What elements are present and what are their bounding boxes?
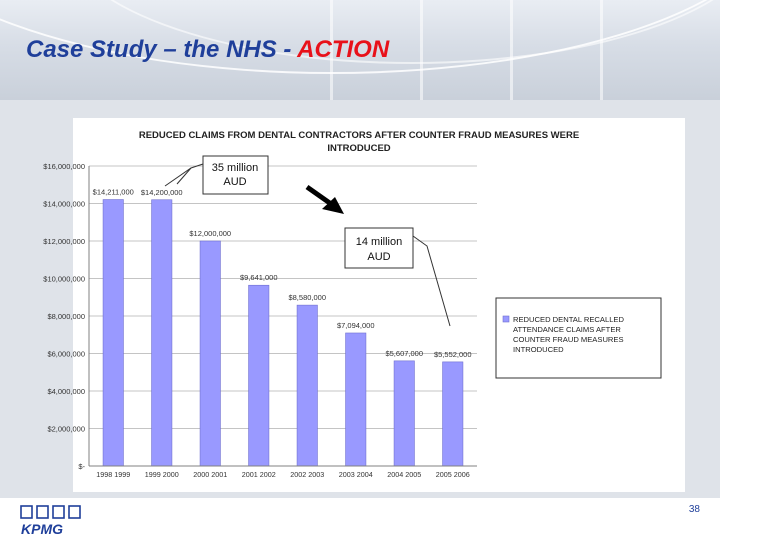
x-tick-label: 2005 2006 — [435, 470, 470, 479]
kpmg-logo-text: KPMG — [21, 521, 63, 537]
data-label: $14,200,000 — [140, 187, 183, 197]
bar-1998-1999 — [103, 200, 123, 466]
data-label: $5,607,000 — [385, 348, 424, 358]
bar-2005-2006 — [443, 362, 463, 466]
chart-title-line2: INTRODUCED — [327, 143, 391, 154]
legend-line-1: REDUCED DENTAL RECALLED — [513, 315, 624, 324]
x-axis-ticks — [96, 470, 469, 479]
y-tick-label: $16,000,000 — [43, 162, 85, 171]
bar-2000-2001 — [200, 241, 220, 466]
y-tick-label: $12,000,000 — [43, 237, 85, 246]
callout-2-leader — [413, 236, 450, 326]
callout-1-leader — [165, 164, 203, 186]
x-tick-label: 2000 2001 — [193, 470, 228, 479]
data-label: $9,641,000 — [239, 273, 278, 283]
y-tick-label: $- — [78, 462, 85, 471]
callout-1-line2: AUD — [223, 176, 247, 188]
page-number: 38 — [688, 504, 700, 515]
bar-1999-2000 — [152, 200, 172, 466]
slide-title-main: Case Study – the NHS - — [26, 36, 298, 63]
y-tick-label: $6,000,000 — [47, 349, 85, 359]
legend-line-4: INTRODUCED — [513, 345, 564, 354]
callout-2-line1: 14 million — [355, 236, 403, 248]
x-tick-label: 2004 2005 — [387, 470, 422, 479]
bar-2004-2005 — [394, 361, 414, 466]
chart-panel — [43, 118, 685, 492]
legend-line-3: COUNTER FRAUD MEASURES — [513, 335, 624, 344]
y-tick-label: $4,000,000 — [47, 387, 85, 396]
bar-chart — [43, 118, 685, 492]
y-tick-label: $14,000,000 — [43, 199, 85, 209]
callout-1-line1: 35 million — [211, 162, 259, 174]
slide-title — [26, 36, 389, 64]
bar-2001-2002 — [249, 285, 269, 466]
data-label: $8,580,000 — [288, 293, 327, 303]
banner-slat — [510, 0, 513, 100]
callout-2-line2: AUD — [367, 251, 391, 263]
x-tick-label: 2001 2002 — [241, 470, 276, 479]
data-label: $7,094,000 — [336, 320, 375, 330]
grid-lines — [89, 166, 477, 429]
x-tick-label: 2002 2003 — [290, 470, 325, 479]
x-tick-label: 2003 2004 — [338, 470, 373, 479]
data-label: $14,211,000 — [92, 187, 134, 197]
banner-slat — [600, 0, 603, 100]
bar-2003-2004 — [346, 333, 366, 466]
kpmg-logo — [18, 504, 88, 538]
data-labels — [93, 188, 472, 359]
x-tick-label: 1999 2000 — [144, 470, 179, 479]
chart-title-line1: REDUCED CLAIMS FROM DENTAL CONTRACTORS AFTER COUNTER FRAUD MEASURES WERE — [138, 130, 580, 141]
data-label: $5,552,000 — [433, 349, 472, 359]
y-axis-ticks — [43, 162, 85, 471]
y-tick-label: $2,000,000 — [47, 424, 85, 434]
bar-2002-2003 — [297, 305, 317, 466]
banner-slat — [420, 0, 423, 100]
legend-line-2: ATTENDANCE CLAIMS AFTER — [513, 325, 621, 334]
y-tick-label: $8,000,000 — [47, 312, 85, 321]
data-label: $12,000,000 — [189, 229, 232, 238]
slide-title-accent: ACTION — [297, 36, 390, 63]
legend-swatch — [503, 316, 509, 322]
y-tick-label: $10,000,000 — [43, 274, 85, 284]
footer — [0, 498, 720, 540]
x-tick-label: 1998 1999 — [96, 470, 131, 479]
